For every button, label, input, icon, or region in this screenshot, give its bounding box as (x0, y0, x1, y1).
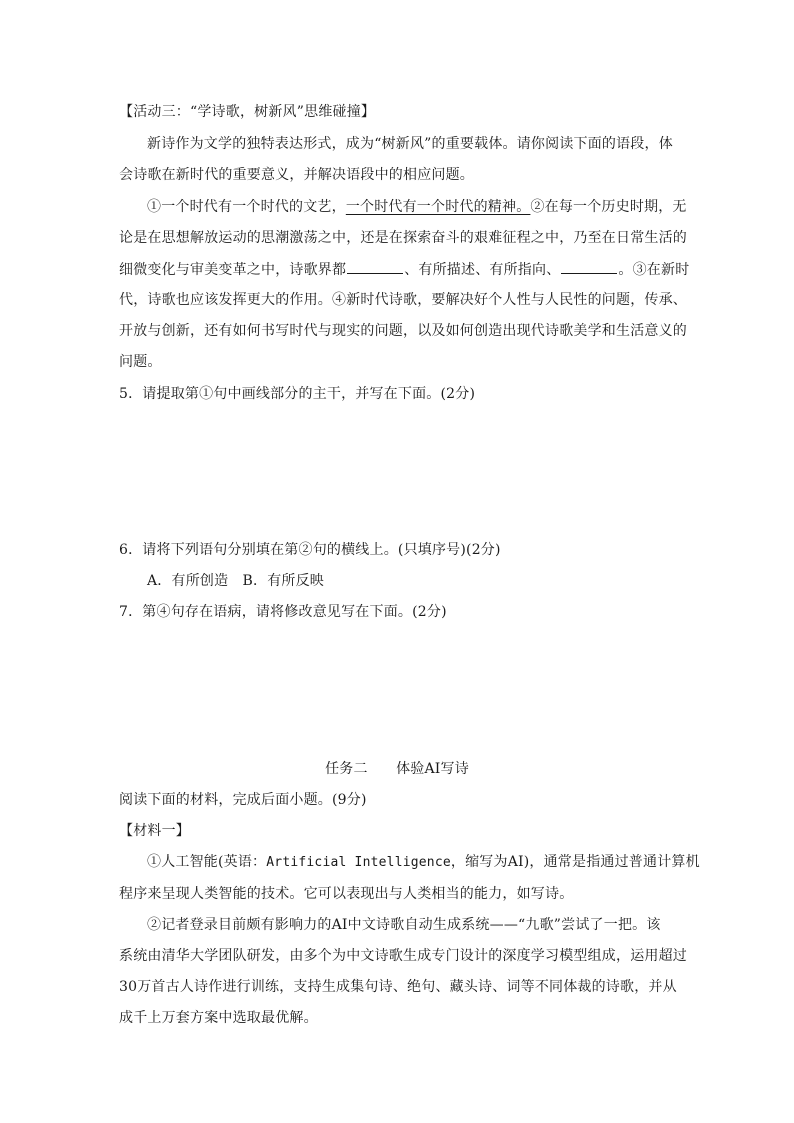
task2-instruction: 阅读下面的材料，完成后面小题。(9分) (119, 792, 367, 808)
para1-english-term: Artificial Intelligence (266, 855, 451, 870)
fill-blank-2[interactable] (561, 259, 617, 274)
task2-title: 任务二 体验AI写诗 (325, 761, 469, 777)
material1-para1-line2: 程序来呈现人类智能的技术。它可以表现出与人类相当的能力，如写诗。 (119, 886, 574, 902)
question-6: 6．请将下列语句分别填在第②句的横线上。(只填序号)(2分) (119, 542, 501, 558)
passage-line-3-c: 。③在新时 (618, 262, 690, 278)
material1-para2-line2: 系统由清华大学团队研发，由多个为中文诗歌生成专门设计的深度学习模型组成，运用超过 (119, 948, 687, 964)
passage-line-2: 论是在思想解放运动的思潮激荡之中，还是在探索奋斗的艰难征程之中，乃至在日常生活的 (119, 230, 687, 246)
fill-blank-1[interactable] (347, 259, 403, 274)
passage-underlined-phrase: 一个时代有一个时代的精神。 (345, 199, 531, 215)
passage-line-3-b: 、有所描述、有所指向、 (404, 262, 561, 278)
question-6-options: A．有所创造 B．有所反映 (147, 573, 324, 589)
para1-text-a: ①人工智能(英语： (147, 854, 267, 870)
intro-line-2: 会诗歌在新时代的重要意义，并解决语段中的相应问题。 (119, 167, 474, 183)
material1-para2-line4: 成千上万套方案中选取最优解。 (119, 1010, 318, 1026)
material1-label: 【材料一】 (119, 823, 190, 839)
material1-para1-line1 (147, 852, 700, 872)
material1-para2-line1: ②记者登录目前颇有影响力的AI中文诗歌自动生成系统——“九歌”尝试了一把。该 (147, 917, 661, 933)
passage-sentence-2-start: ②在每一个历史时期，无 (530, 199, 687, 215)
intro-line-1: 新诗作为文学的独特表达形式，成为“树新风”的重要载体。请你阅读下面的语段，体 (147, 136, 673, 152)
passage-line-3-a: 细微变化与审美变革之中，诗歌界都 (119, 262, 347, 278)
passage-line-4: 代，诗歌也应该发挥更大的作用。④新时代诗歌，要解决好个人性与人民性的问题，传承、 (119, 292, 687, 308)
passage-line-3 (119, 259, 690, 279)
question-7: 7．第④句存在语病，请将修改意见写在下面。(2分) (119, 604, 447, 620)
material1-para2-line3: 30万首古人诗作进行训练，支持生成集句诗、绝句、藏头诗、词等不同体裁的诗歌，并从 (119, 979, 677, 995)
passage-line-1 (147, 197, 687, 217)
para1-text-b: ，缩写为AI)，通常是指通过普通计算机 (450, 854, 700, 870)
activity3-heading: 【活动三：“学诗歌，树新风”思维碰撞】 (119, 104, 376, 120)
passage-line-5: 开放与创新，还有如何书写时代与现实的问题，以及如何创造出现代诗歌美学和生活意义的 (119, 323, 687, 339)
question-5: 5．请提取第①句中画线部分的主干，并写在下面。(2分) (119, 386, 476, 402)
passage-sentence-1-start: ①一个时代有一个时代的文艺， (147, 199, 346, 215)
passage-line-6: 问题。 (119, 354, 162, 370)
